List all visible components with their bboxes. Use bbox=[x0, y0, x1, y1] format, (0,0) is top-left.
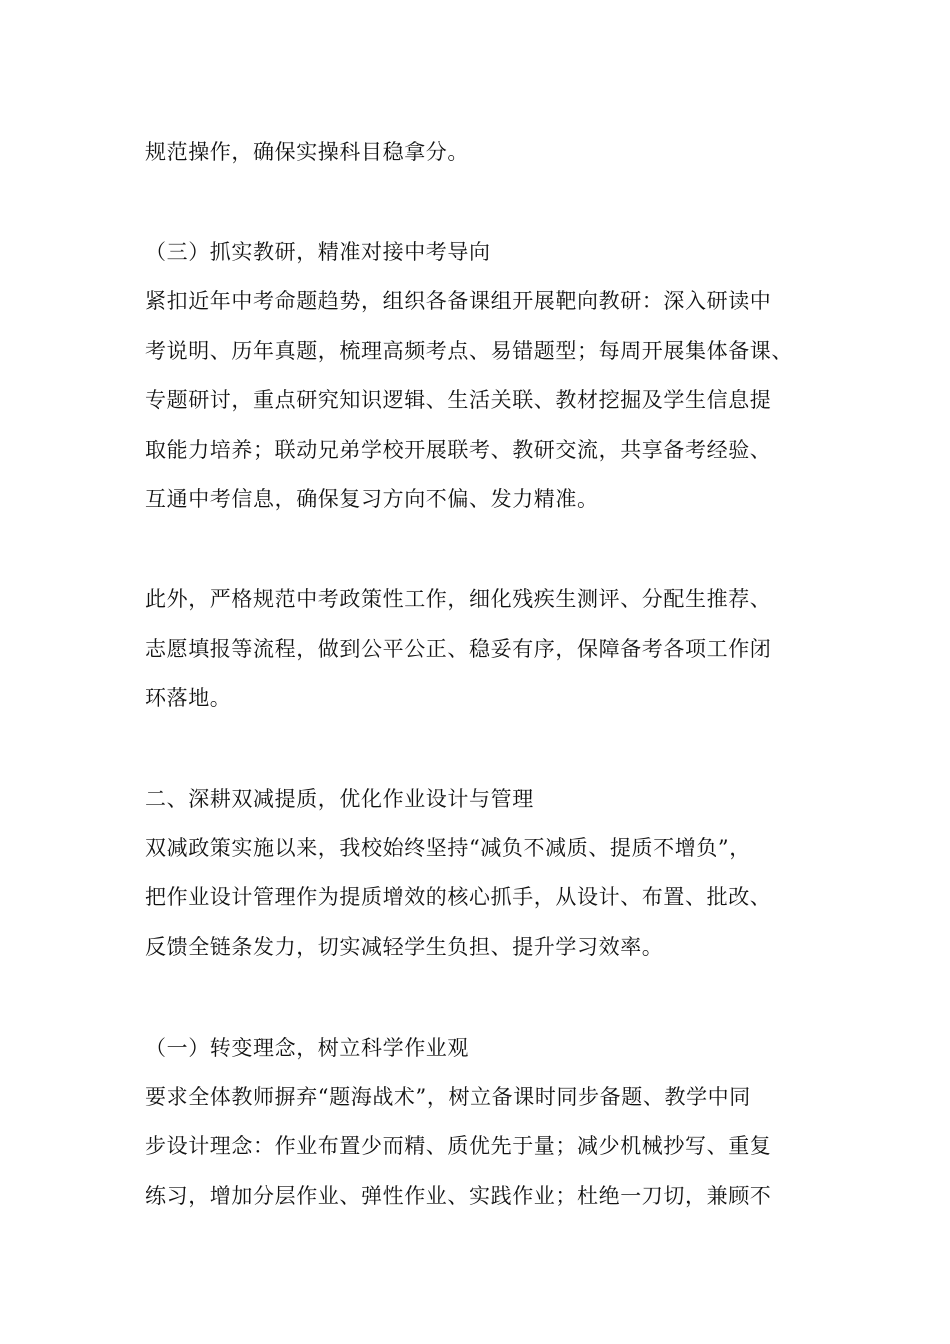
part-2-section-1-heading: （一）转变理念，树立科学作业观 bbox=[145, 1036, 469, 1060]
paragraph-line: 此外，严格规范中考政策性工作，细化残疾生测评、分配生推荐、 bbox=[145, 587, 772, 611]
intro-line: 规范操作，确保实操科目稳拿分。 bbox=[145, 140, 469, 164]
paragraph-line: 紧扣近年中考命题趋势，组织各备课组开展靶向教研：深入研读中 bbox=[145, 289, 772, 313]
paragraph-line: 专题研讨，重点研究知识逻辑、生活关联、教材挖掘及学生信息提 bbox=[145, 388, 772, 412]
part-2-heading: 二、深耕双减提质，优化作业设计与管理 bbox=[145, 787, 534, 811]
paragraph-line: 考说明、历年真题，梳理高频考点、易错题型；每周开展集体备课、 bbox=[145, 339, 793, 363]
paragraph-line: 步设计理念：作业布置少而精、质优先于量；减少机械抄写、重复 bbox=[145, 1134, 772, 1158]
paragraph-line: 互通中考信息，确保复习方向不偏、发力精准。 bbox=[145, 487, 599, 511]
paragraph-line: 取能力培养；联动兄弟学校开展联考、教研交流，共享备考经验、 bbox=[145, 438, 772, 462]
paragraph-line: 环落地。 bbox=[145, 686, 232, 710]
section-3-heading: （三）抓实教研，精准对接中考导向 bbox=[145, 240, 491, 264]
paragraph-line: 志愿填报等流程，做到公平公正、稳妥有序，保障备考各项工作闭 bbox=[145, 637, 772, 661]
paragraph-line: 要求全体教师摒弃“题海战术”，树立备课时同步备题、教学中同 bbox=[145, 1085, 751, 1109]
paragraph-line: 反馈全链条发力，切实减轻学生负担、提升学习效率。 bbox=[145, 935, 664, 959]
paragraph-line: 练习，增加分层作业、弹性作业、实践作业；杜绝一刀切，兼顾不 bbox=[145, 1184, 772, 1208]
paragraph-line: 把作业设计管理作为提质增效的核心抓手，从设计、布置、批改、 bbox=[145, 885, 772, 909]
paragraph-line: 双减政策实施以来，我校始终坚持“减负不减质、提质不增负”， bbox=[145, 836, 751, 860]
